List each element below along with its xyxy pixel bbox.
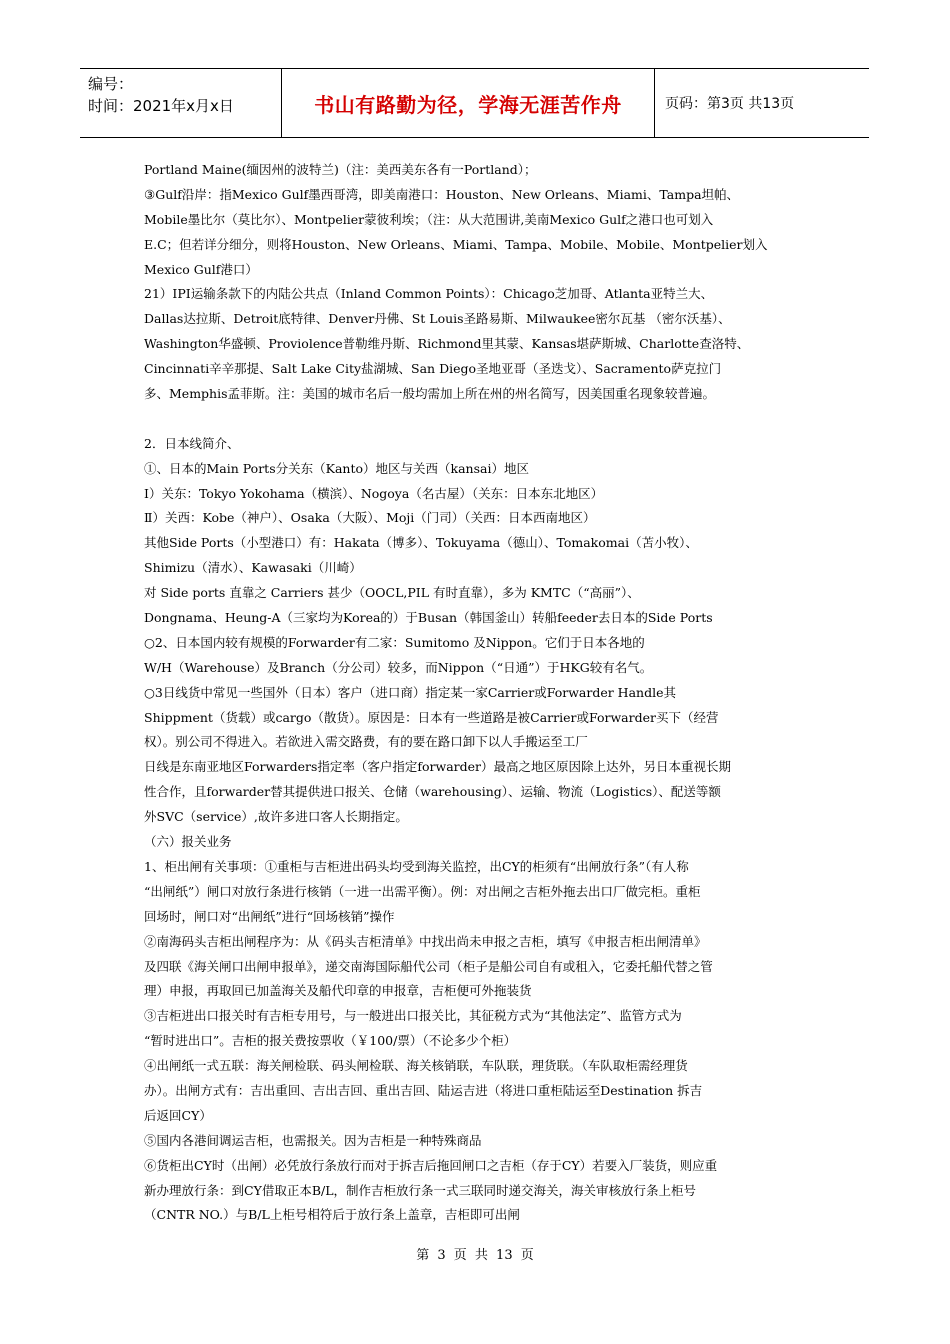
document-time: 时间：2021年x月x日 — [88, 97, 234, 115]
body-text-line: Mobile墨比尔（莫比尔）、Montpelier蒙彼利埃；（注：从大范围讲,美南Mexico Gulf之港口也可划入 — [144, 211, 714, 227]
body-text-line: Portland Maine(缅因州的波特兰)（注：美西美东各有一Portland）； — [144, 162, 537, 177]
body-text-line: Dallas达拉斯、Detroit底特律、Denver丹佛、St Louis圣路易斯、Milwaukee密尔瓦基 （密尔沃基）、 — [144, 311, 731, 327]
header-motto: 书山有路勤为径，学海无涯苦作舟 — [282, 69, 655, 137]
body-text-line: W/H（Warehouse）及Branch（分公司）较多，而Nippon（“日通”）于HKG较有名气。 — [144, 659, 653, 675]
body-text-line: 日线是东南亚地区Forwarders指定率（客户指定forwarder）最高之地区原因除上达外，另日本重视长期 — [144, 759, 732, 775]
body-text-line: 后返回CY） — [144, 1107, 212, 1123]
body-text-line: （CNTR NO.）与B/L上柜号相符后于放行条上盖章，吉柜即可出闸 — [144, 1207, 520, 1223]
page-footer: 第 3 页 共 13 页 — [416, 1248, 534, 1263]
document-number: 编号： — [88, 75, 134, 93]
body-text-line: ⑤国内各港间调运吉柜，也需报关。因为吉柜是一种特殊商品 — [144, 1132, 482, 1148]
body-text-line: ③Gulf沿岸：指Mexico Gulf墨西哥湾，即美南港口：Houston、New Orleans、Miami、Tampa坦帕、 — [144, 186, 740, 202]
body-text-line: 回场时，闸口对“出闸纸”进行“回场核销”操作 — [144, 908, 395, 924]
body-text-line: Shippment（货载）或cargo（散货）。原因是：日本有一些道路是被Carrier或Forwarder买下（经营 — [144, 709, 719, 725]
body-text-line: 办）。出闸方式有：吉出重回、吉出吉回、重出吉回、陆运吉进（将进口重柜陆运至Destination 拆吉 — [144, 1082, 703, 1098]
paragraph-gap — [144, 407, 812, 432]
page-header — [80, 68, 869, 138]
body-text-line: ⑥货柜出CY时（出闸）必凭放行条放行而对于拆吉后拖回闸口之吉柜（存于CY）若要入厂装货，则应重 — [144, 1157, 718, 1173]
body-text-line: Dongnama、Heung-A（三家均为Korea的）于Busan（韩国釜山）转船feeder去日本的Side Ports — [144, 610, 713, 626]
document-body — [144, 158, 812, 1228]
body-text-line: 多、Memphis孟菲斯。注：美国的城市名后一般均需加上所在州的州名简写，因美国重名现象较普遍。 — [144, 386, 716, 402]
body-text-line: ②南海码头吉柜出闸程序为：从《码头吉柜清单》中找出尚未申报之吉柜，填写《申报吉柜出闸清单》 — [144, 933, 707, 949]
body-text-line: Shimizu（清水）、Kawasaki（川崎） — [144, 560, 362, 576]
body-text-line: ○2、日本国内较有规模的Forwarder有二家：Sumitomo 及Nippon。它们于日本各地的 — [144, 634, 645, 650]
body-text-line: 其他Side Ports（小型港口）有：Hakata（博多）、Tokuyama（德山）、Tomakomai（苫小牧）、 — [144, 535, 698, 551]
body-text-line: Ⅰ）关东：Tokyo Yokohama（横滨）、Nogoya（名古屋）（关东：日本东北地区） — [144, 485, 604, 501]
body-text-line: 2．日本线简介、 — [144, 435, 240, 451]
body-text-line: Mexico Gulf港口） — [144, 261, 258, 277]
body-text-line: 1、柜出闸有关事项：①重柜与吉柜进出码头均受到海关监控，出CY的柜须有“出闸放行条”（有人称 — [144, 858, 689, 874]
body-text-line: 外SVC（service）,故许多进口客人长期指定。 — [144, 809, 408, 825]
body-text-line: （六）报关业务 — [144, 834, 232, 850]
body-text-line: 新办理放行条：到CY借取正本B/L，制作吉柜放行条一式三联同时递交海关，海关审核放行条上柜号 — [144, 1182, 697, 1198]
body-text-line: ③吉柜进出口报关时有吉柜专用号，与一般进出口报关比，其征税方式为“其他法定”、监管方式为 — [144, 1008, 682, 1024]
body-text-line: 理）申报，再取回已加盖海关及船代印章的申报章，吉柜便可外拖装货 — [144, 983, 532, 999]
header-info — [80, 69, 282, 137]
body-text-line: Washington华盛顿、Proviolence普勒维丹斯、Richmond里其蒙、Kansas堪萨斯城、Charlotte查洛特、 — [144, 336, 750, 352]
body-text-line: “暂时进出口”。吉柜的报关费按票收（￥100/票）（不论多少个柜） — [144, 1033, 517, 1049]
body-text-line: 及四联《海关闸口出闸申报单》，递交南海国际船代公司（柜子是船公司自有或租入，它委托船代替之管 — [144, 958, 713, 974]
body-text-line: 21）IPI运输条款下的内陆公共点（Inland Common Points）：Chicago芝加哥、Atlanta亚特兰大、 — [144, 286, 714, 302]
body-text-line: E.C；但若详分细分，则将Houston、New Orleans、Miami、Tampa、Mobile、Mobile、Montpelier划入 — [144, 236, 768, 252]
body-text-line: ④出闸纸一式五联：海关闸检联、码头闸检联、海关核销联，车队联，理货联。（车队取柜需经理货 — [144, 1058, 688, 1074]
body-text-line: 对 Side ports 直靠之 Carriers 甚少（OOCL,PIL 有时直靠），多为 KMTC（“高丽”）、 — [144, 585, 640, 601]
body-text-line: Cincinnati辛辛那提、Salt Lake City盐湖城、San Diego圣地亚哥（圣迭戈）、Sacramento萨克拉门 — [144, 361, 722, 377]
body-text-line: Ⅱ）关西：Kobe（神户）、Osaka（大阪）、Moji（门司）（关西：日本西南地区） — [144, 510, 596, 526]
body-text-line: ①、日本的Main Ports分关东（Kanto）地区与关西（kansai）地区 — [144, 460, 529, 476]
body-text-line: 性合作，且forwarder替其提供进口报关、仓储（warehousing）、运输、物流（Logistics）、配送等额 — [144, 784, 721, 800]
body-text-line: “出闸纸”）闸口对放行条进行核销（一进一出需平衡）。例：对出闸之吉柜外拖去出口厂做完柜。重柜 — [144, 883, 701, 899]
header-page-number: 页码：第3页 共13页 — [665, 96, 795, 112]
body-text-line: ○3日线货中常见一些国外（日本）客户（进口商）指定某一家Carrier或Forwarder Handle其 — [144, 684, 676, 700]
body-text-line: 权）。别公司不得进入。若欲进入需交路费，有的要在路口卸下以人手搬运至工厂 — [144, 734, 588, 750]
